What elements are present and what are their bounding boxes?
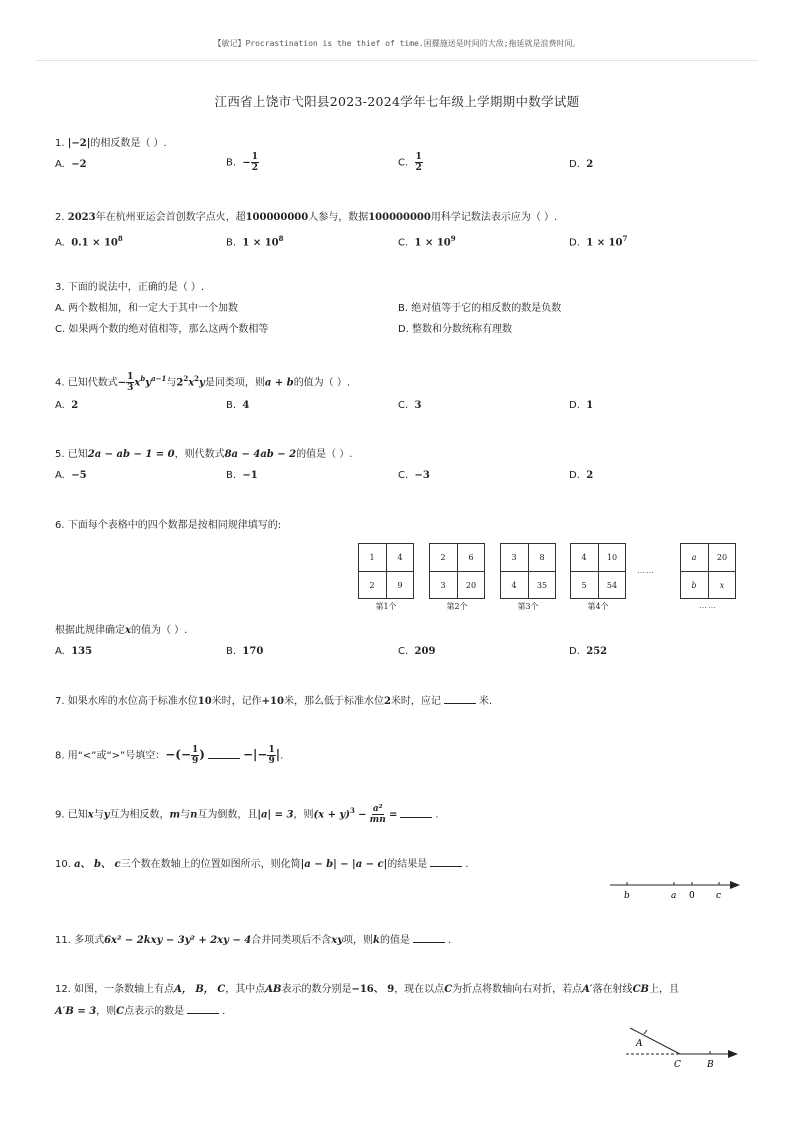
q1-option-d[interactable]: D. 2 — [569, 159, 594, 170]
grid-cell: 4 — [581, 552, 587, 562]
question-2: 2. 2023年在杭州亚运会首创数字点火，超100000000人参与，数据100000000用科学记数法表示应为（ ）. — [55, 212, 558, 223]
question-6: 6. 下面每个表格中的四个数都是按相同规律填写的: — [55, 520, 282, 531]
q6-option-a[interactable]: A. 135 — [55, 646, 93, 657]
q9-answer-blank[interactable] — [400, 808, 432, 818]
q7-answer-blank[interactable] — [444, 694, 476, 704]
question-12: 12. 如图，一条数轴上有点A， B， C，其中点AB表示的数分别是−16、 9，现在以点C为折点将数轴向右对折，若点A′落在射线CB上，且 — [55, 984, 679, 995]
q6-grid-4-caption: 第4个 — [587, 602, 609, 611]
header-divider — [36, 60, 758, 61]
q1-option-b[interactable]: B. − $\frac{1}{2}$ — [226, 152, 259, 173]
q5-option-b[interactable]: B. −1 — [226, 470, 258, 481]
q1-option-a[interactable]: A. −2 — [55, 159, 87, 170]
q6-option-d[interactable]: D. 252 — [569, 646, 608, 657]
q2-option-c[interactable]: C. $1 \times 10^9$ — [398, 234, 456, 249]
grid-cell: 35 — [536, 580, 548, 590]
axis-label-a: a — [671, 891, 677, 901]
q6-grid-2 — [429, 543, 485, 599]
q3-option-b[interactable]: B. 绝对值等于它的相反数的数是负数 — [398, 303, 562, 314]
q4-option-b[interactable]: B. 4 — [226, 400, 250, 411]
grid-cell: 2 — [369, 580, 375, 590]
fig-label-a: A — [636, 1039, 643, 1049]
q5-option-a[interactable]: A. −5 — [55, 470, 87, 481]
q4-option-c[interactable]: C. 3 — [398, 400, 422, 411]
grid-cell: 4 — [397, 552, 403, 562]
axis-label-c: c — [716, 891, 722, 901]
question-11: 11. 多项式6x² − 2kxy − 3y² + 2xy − 4合并同类项后不含xy项，则k的值是 . — [55, 935, 452, 946]
grid-cell: 54 — [606, 580, 618, 590]
q3-option-c[interactable]: C. 如果两个数的绝对值相等，那么这两个数相等 — [55, 324, 269, 335]
question-10: 10. a、 b、 c三个数在数轴上的位置如图所示，则化简|a − b| − |a − c|的结果是 . — [55, 859, 469, 870]
grid-cell: a — [691, 552, 697, 562]
q6-option-c[interactable]: C. 209 — [398, 646, 436, 657]
grid-cell: 1 — [369, 552, 375, 562]
q10-answer-blank[interactable] — [430, 857, 462, 867]
grid-cell: 20 — [716, 552, 728, 562]
q4-option-a[interactable]: A. 2 — [55, 400, 79, 411]
q6-grid-n-caption: …… — [699, 601, 717, 610]
q12-answer-blank[interactable] — [187, 1004, 219, 1014]
grid-cell: x — [719, 580, 725, 590]
q6-ask: 根据此规律确定x的值为（ ）. — [55, 625, 188, 636]
q2-option-a[interactable]: A. $0.1 \times 10^8$ — [55, 234, 123, 249]
grid-cell: 10 — [606, 552, 618, 562]
q3-option-a[interactable]: A. 两个数相加，和一定大于其中一个加数 — [55, 303, 239, 314]
question-7: 7. 如果水库的水位高于标准水位10米时，记作+10米，那么低于标准水位2米时，应记 米. — [55, 696, 493, 707]
q6-grid-n — [680, 543, 736, 599]
q3-option-d[interactable]: D. 整数和分数统称有理数 — [398, 324, 513, 335]
header-note: 【敏记】Procrastination is the thief of time.困擺施送是时间的大敌;拖延就是浪费时间。 — [213, 39, 581, 48]
q11-answer-blank[interactable] — [413, 933, 445, 943]
q5-option-c[interactable]: C. −3 — [398, 470, 430, 481]
grid-cell: 20 — [465, 580, 477, 590]
q6-grid-3 — [500, 543, 556, 599]
q6-grid-2-caption: 第2个 — [446, 602, 468, 611]
q2-option-b[interactable]: B. $1 \times 10^8$ — [226, 234, 284, 249]
q6-option-b[interactable]: B. 170 — [226, 646, 264, 657]
grid-cell: 3 — [511, 552, 517, 562]
grid-cell: 6 — [468, 552, 474, 562]
axis-label-b: b — [624, 891, 630, 901]
q6-ellipsis: …… — [637, 566, 655, 575]
grid-cell: 8 — [539, 552, 545, 562]
grid-cell: 4 — [511, 580, 517, 590]
question-4: 4. 已知代数式− $\frac{1}{3}$ $x^by^{a-1}$与$2^2x^2y$是同类项，则a + b的值为（ ）. — [55, 372, 351, 393]
q12-fold-figure — [620, 1022, 744, 1072]
fig-label-c: C — [674, 1060, 681, 1070]
question-9: 9. 已知x与y互为相反数，m与n互为倒数，且|a| = 3，则$(x + y)^3$ − $\frac{\text{a²}}{mn}$ = . — [55, 804, 439, 825]
q8-answer-blank[interactable] — [208, 749, 240, 759]
q6-grid-4 — [570, 543, 626, 599]
fig-label-b: B — [707, 1060, 714, 1070]
question-3: 3. 下面的说法中，正确的是（ ）. — [55, 282, 205, 293]
q1-option-c[interactable]: C. $\frac{1}{2}$ — [398, 152, 422, 173]
q10-number-line — [606, 876, 746, 904]
q6-grid-3-caption: 第3个 — [517, 602, 539, 611]
grid-cell: 2 — [440, 552, 446, 562]
grid-cell: 3 — [440, 580, 446, 590]
q6-grid-1-caption: 第1个 — [375, 602, 397, 611]
question-1: 1. |−2|的相反数是（ ）. — [55, 138, 167, 149]
page-title: 江西省上饶市弋阳县2023-2024学年七年级上学期期中数学试题 — [214, 94, 580, 109]
question-12-line2: A′B = 3，则C点表示的数是 . — [55, 1006, 226, 1017]
grid-cell: 5 — [581, 580, 587, 590]
grid-cell: b — [691, 580, 697, 590]
grid-cell: 9 — [397, 580, 403, 590]
question-8: 8. 用“<”或“>”号填空：−(− $\frac{1}{9}$ ) −|− $\frac{1}{9}$ |. — [55, 745, 284, 766]
q4-option-d[interactable]: D. 1 — [569, 400, 594, 411]
q5-option-d[interactable]: D. 2 — [569, 470, 594, 481]
q2-option-d[interactable]: D. $1 \times 10^7$ — [569, 234, 628, 249]
q6-grid-1 — [358, 543, 414, 599]
question-5: 5. 已知2a − ab − 1 = 0，则代数式8a − 4ab − 2的值是（ ）. — [55, 449, 353, 460]
axis-label-zero: 0 — [689, 891, 695, 901]
